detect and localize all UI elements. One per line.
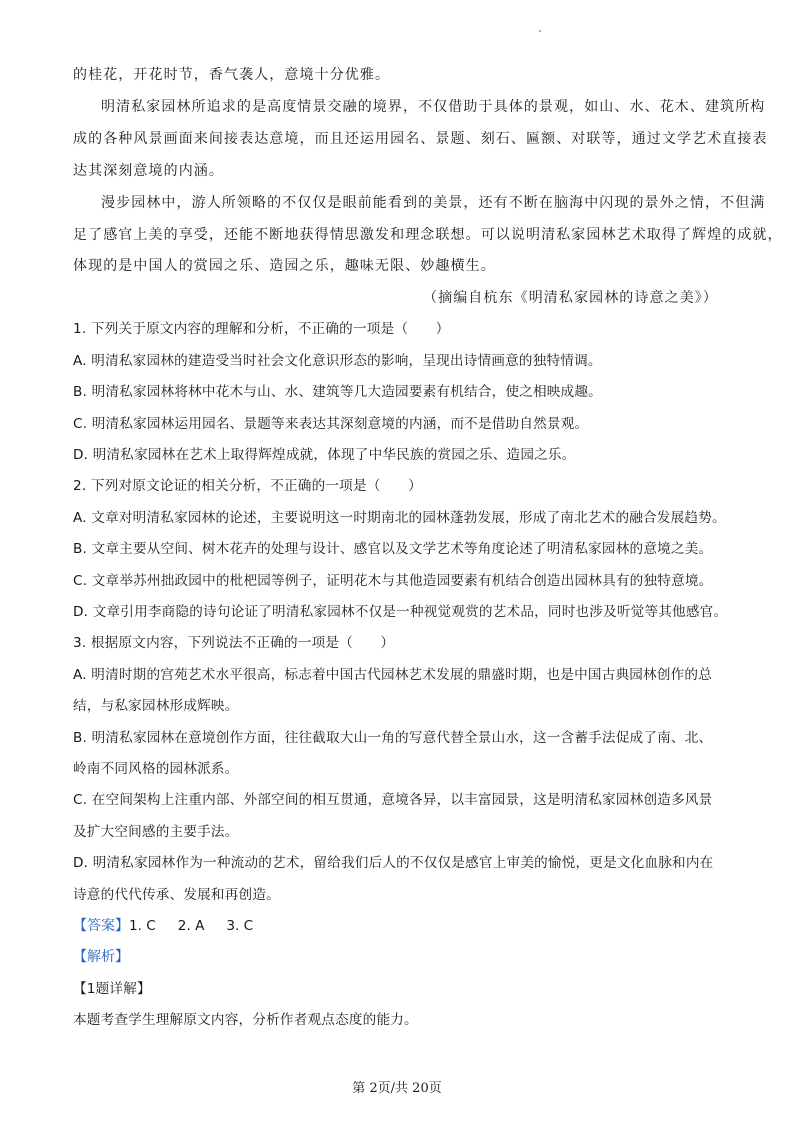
option-b: B. 明清私家园林在意境创作方面，往往截取大山一角的写意代替全景山水，这一含蓄手法促成了南、北、 <box>73 730 713 746</box>
answer-2: 2. A <box>177 918 205 934</box>
passage-line: 的桂花，开花时节，香气袭人，意境十分优雅。 <box>73 67 391 83</box>
passage-line: 足了感官上美的享受，还能不断地获得情思激发和理念联想。可以说明清私家园林艺术取得了辉煌的成就， <box>73 227 783 243</box>
option-d: D. 文章引用李商隐的诗句论证了明清私家园林不仅是一种视觉观赏的艺术品，同时也涉及听觉等其他感官。 <box>73 604 728 620</box>
option-b: B. 文章主要从空间、树木花卉的处理与设计、感官以及文学艺术等角度论述了明清私家园林的意境之美。 <box>73 541 713 557</box>
option-b: B. 明清私家园林将林中花木与山、水、建筑等几大造园要素有机结合，使之相映成趣。 <box>73 384 602 400</box>
option-d: D. 明清私家园林在艺术上取得辉煌成就，体现了中华民族的赏园之乐、造园之乐。 <box>73 447 576 463</box>
passage-line: 达其深刻意境的内涵。 <box>73 163 224 179</box>
q1-detail-label: 【1题详解】 <box>73 981 151 997</box>
answer-values <box>129 918 275 934</box>
option-a: A. 明清私家园林的建造受当时社会文化意识形态的影响，呈现出诗情画意的独特情调。 <box>73 353 602 369</box>
answer-3: 3. C <box>226 918 254 934</box>
answer-label: 【答案】 <box>73 918 129 934</box>
question-stem: 3. 根据原文内容，下列说法不正确的一项是（ ） <box>73 635 395 651</box>
option-d: D. 明清私家园林作为一种流动的艺术，留给我们后人的不仅仅是感官上审美的愉悦，更是文化血脉和内在 <box>73 855 714 871</box>
page-footer: 第 2页/共 20页 <box>352 1081 442 1096</box>
option-a: A. 明清时期的宫苑艺术水平很高，标志着中国古代园林艺术发展的鼎盛时期，也是中国古典园林创作的总 <box>73 667 713 683</box>
analysis-label: 【解析】 <box>73 949 129 965</box>
question-stem: 1. 下列关于原文内容的理解和分析，不正确的一项是（ ） <box>73 321 450 337</box>
option-c: C. 文章举苏州拙政园中的枇杷园等例子，证明花木与其他造园要素有机结合创造出园林具有的独特意境。 <box>73 573 713 589</box>
scan-dot <box>539 30 541 32</box>
option-a-cont: 结，与私家园林形成辉映。 <box>73 698 239 714</box>
answer-row <box>73 916 275 936</box>
passage-line: 体现的是中国人的赏园之乐、造园之乐，趣味无限、妙趣横生。 <box>73 258 496 274</box>
option-c: C. 在空间架构上注重内部、外部空间的相互贯通，意境各异，以丰富园景，这是明清私家园林创造多风景 <box>73 792 713 808</box>
option-c: C. 明清私家园林运用园名、景题等来表达其深刻意境的内涵，而不是借助自然景观。 <box>73 416 589 432</box>
passage-line: 明清私家园林所追求的是高度情景交融的境界，不仅借助于具体的景观，如山、水、花木、建筑所构 <box>101 99 766 115</box>
passage-source: （摘编自杭东《明清私家园林的诗意之美》） <box>423 290 718 306</box>
passage-line: 成的各种风景画面来间接表达意境，而且还运用园名、景题、刻石、匾额、对联等，通过文学艺术直接表 <box>73 131 768 147</box>
answer-1: 1. C <box>129 918 156 934</box>
question-stem: 2. 下列对原文论证的相关分析，不正确的一项是（ ） <box>73 478 422 494</box>
option-a: A. 文章对明清私家园林的论述，主要说明这一时期南北的园林蓬勃发展，形成了南北艺术的融合发展趋势。 <box>73 510 726 526</box>
option-c-cont: 及扩大空间感的主要手法。 <box>73 824 239 840</box>
option-b-cont: 岭南不同风格的园林派系。 <box>73 761 239 777</box>
option-d-cont: 诗意的代代传承、发展和再创造。 <box>73 887 280 903</box>
q1-detail-text: 本题考查学生理解原文内容，分析作者观点态度的能力。 <box>73 1012 418 1028</box>
passage-line: 漫步园林中，游人所领略的不仅仅是眼前能看到的美景，还有不断在脑海中闪现的景外之情，不但满 <box>101 195 766 211</box>
